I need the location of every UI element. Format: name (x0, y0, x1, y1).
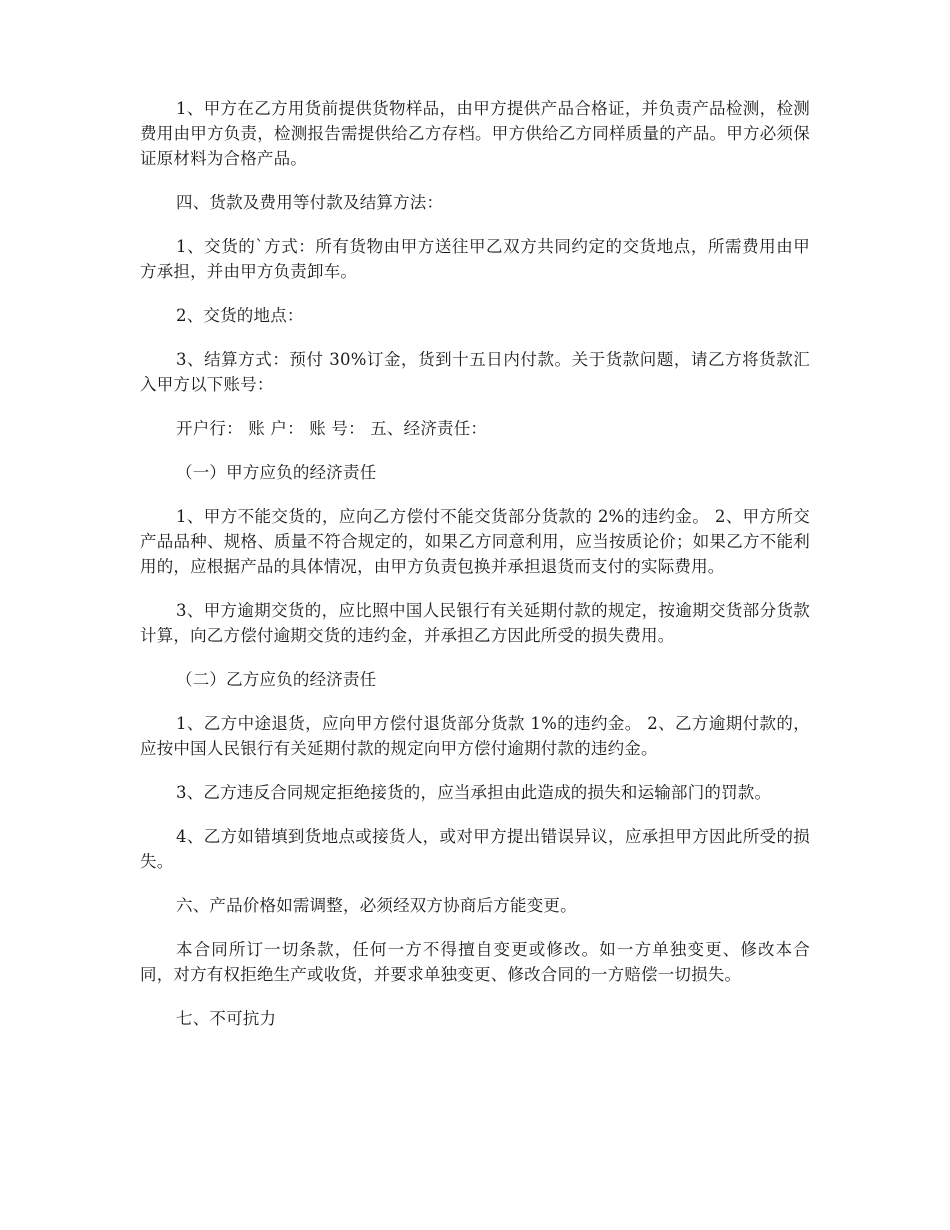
paragraph-party-a-nondelivery: 1、甲方不能交货的，应向乙方偿付不能交货部分货款的 2%的违约金。 2、甲方所交产品品种、规格、质量不符合规定的，如果乙方同意利用，应当按质论价；如果乙方不能利用的，应根据产品的具体情况，由甲方负责包换并承担退货而支付的实际费用。 (140, 507, 810, 576)
paragraph-bank-account: 开户行： 账 户： 账 号： 五、经济责任： (176, 419, 488, 438)
paragraph-settlement-method: 3、结算方式：预付 30%订金，货到十五日内付款。关于货款问题，请乙方将货款汇入甲方以下账号： (140, 350, 810, 394)
paragraph-quality-samples: 1、甲方在乙方用货前提供货物样品，由甲方提供产品合格证，并负责产品检测，检测费用由甲方负责，检测报告需提供给乙方存档。甲方供给乙方同样质量的产品。甲方必须保证原材料为合格产品。 (140, 99, 810, 168)
paragraph-delivery-location: 2、交货的地点： (176, 306, 304, 325)
paragraph-party-b-wrong-address: 4、乙方如错填到货地点或接货人，或对甲方提出错误异议，应承担甲方因此所受的损失。 (140, 827, 810, 871)
paragraph-delivery-method: 1、交货的`方式：所有货物由甲方送往甲乙双方共同约定的交货地点，所需费用由甲方承担，并由甲方负责卸车。 (140, 237, 810, 281)
paragraph-party-b-return: 1、乙方中途退货，应向甲方偿付退货部分货款 1%的违约金。 2、乙方逾期付款的，应按中国人民银行有关延期付款的规定向甲方偿付逾期付款的违约金。 (140, 714, 810, 758)
subheading-party-a-liability: （一）甲方应负的经济责任 (176, 463, 377, 482)
paragraph-contract-modification: 本合同所订一切条款，任何一方不得擅自变更或修改。如一方单独变更、修改本合同，对方有权拒绝生产或收货，并要求单独变更、修改合同的一方赔偿一切损失。 (140, 940, 810, 984)
section-heading-price-adjustment: 六、产品价格如需调整，必须经双方协商后方能变更。 (176, 896, 577, 915)
paragraph-party-b-refusal: 3、乙方违反合同规定拒绝接货的，应当承担由此造成的损失和运输部门的罚款。 (176, 783, 772, 802)
document-body (140, 96, 810, 1050)
section-heading-force-majeure: 七、不可抗力 (176, 1009, 277, 1028)
subheading-party-b-liability: （二）乙方应负的经济责任 (176, 670, 377, 689)
paragraph-party-a-late-delivery: 3、甲方逾期交货的，应比照中国人民银行有关延期付款的规定，按逾期交货部分货款计算，向乙方偿付逾期交货的违约金，并承担乙方因此所受的损失费用。 (140, 601, 810, 645)
section-heading-payment: 四、货款及费用等付款及结算方法： (176, 193, 444, 212)
